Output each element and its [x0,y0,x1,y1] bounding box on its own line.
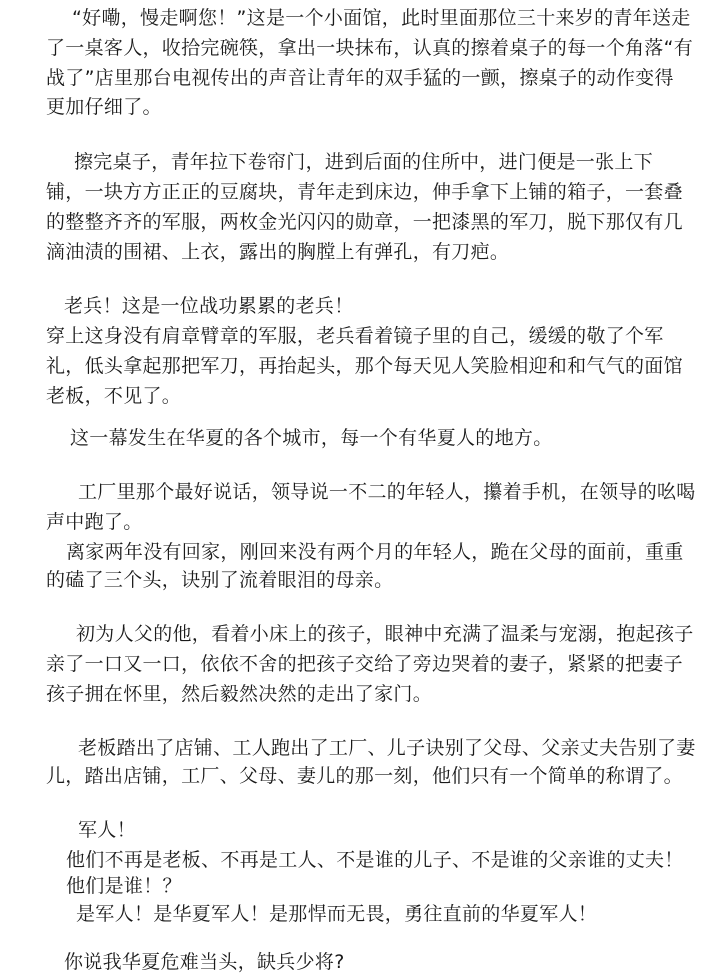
text-line: 礼，低头拿起那把军刀，再抬起头，那个每天见人笑脸相迎和和气气的面馆 [46,355,683,377]
text-line: 滴油渍的围裙、上衣，露出的胸膛上有弹孔，有刀疤。 [46,241,510,263]
text-line: 老兵！这是一位战功累累的老兵！ [64,295,354,317]
text-line: 你说我华夏危难当头，缺兵少将? [64,951,345,973]
text-line: 离家两年没有回家，刚回来没有两个月的年轻人，跪在父母的面前，重重 [66,541,684,563]
text-line: 老板，不见了。 [46,385,182,407]
text-line: 了一桌客人，收拾完碗筷，拿出一块抹布，认真的擦着桌子的每一个角落“有 [46,37,694,59]
text-line: 军人！ [78,819,136,841]
text-line: 初为人父的他，看着小床上的孩子，眼神中充满了温柔与宠溺，抱起孩子 [76,623,694,645]
text-line: 亲了一口又一口，依依不舍的把孩子交给了旁边哭着的妻子，紧紧的把妻子 [46,653,683,675]
text-line: 他们是谁！？ [66,875,182,897]
text-line: 工厂里那个最好说话，领导说一不二的年轻人，攥着手机，在领导的吆喝 [78,481,696,503]
text-line: 儿，踏出店铺，工厂、父母、妻儿的那一刻，他们只有一个简单的称谓了。 [46,765,683,787]
text-line: 的整整齐齐的军服，两枚金光闪闪的勋章，一把漆黑的军刀，脱下那仅有几 [46,211,683,233]
text-line: 声中跑了。 [46,511,143,533]
text-line: 是军人！是华夏军人！是那悍而无畏，勇往直前的华夏军人！ [76,903,598,925]
text-line: 孩子拥在怀里，然后毅然决然的走出了家门。 [46,683,433,705]
text-line: 穿上这身没有肩章臂章的军服，老兵看着镜子里的自己，缓缓的敬了个军 [46,325,664,347]
text-line: 老板踏出了店铺、工人跑出了工厂、儿子诀别了父母、父亲丈夫告别了妻 [78,737,696,759]
text-line: 的磕了三个头，诀别了流着眼泪的母亲。 [46,569,394,591]
text-line: 更加仔细了。 [46,96,162,118]
text-line: 他们不再是老板、不再是工人、不是谁的儿子、不是谁的父亲谁的丈夫！ [66,849,684,871]
text-line: “好嘞，慢走啊您！”这是一个小面馆，此时里面那位三十来岁的青年送走 [72,7,691,29]
text-line: 这一幕发生在华夏的各个城市，每一个有华夏人的地方。 [70,427,553,449]
text-line: 擦完桌子，青年拉下卷帘门，进到后面的住所中，进门便是一张上下 [74,151,654,173]
text-line: 铺，一块方方正正的豆腐块，青年走到床边，伸手拿下上铺的箱子，一套叠 [46,181,683,203]
text-line: 战了”店里那台电视传出的声音让青年的双手猛的一颤，擦桌子的动作变得 [46,67,674,89]
